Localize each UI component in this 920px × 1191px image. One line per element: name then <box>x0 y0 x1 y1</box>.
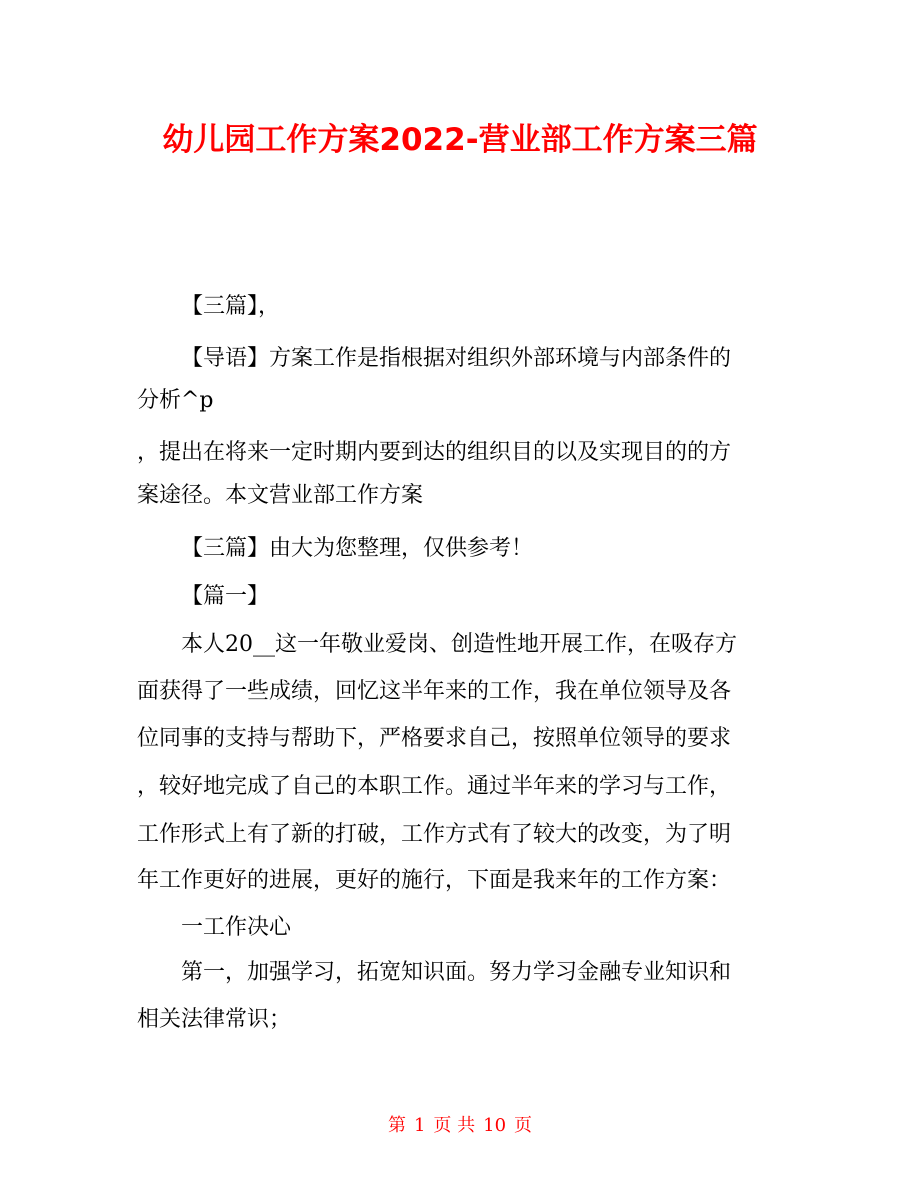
paragraph-line: 面获得了一些成绩，回忆这半年来的工作，我在单位领导及各 <box>137 679 732 704</box>
paragraph-line: 【篇一】 <box>181 584 270 609</box>
paragraph-line: 年工作更好的进展，更好的施行，下面是我来年的工作方案： <box>137 868 732 893</box>
footer-total-pages: 10 <box>483 1115 507 1136</box>
paragraph-line: 工作形式上有了新的打破，工作方式有了较大的改变，为了明 <box>137 822 732 847</box>
paragraph-line: 第一，加强学习，拓宽知识面。努力学习金融专业知识和 <box>181 960 732 985</box>
footer-page-number: 1 <box>413 1115 426 1136</box>
paragraph-line: 位同事的支持与帮助下，严格要求自己，按照单位领导的要求 <box>137 726 732 751</box>
document-title: 幼儿园工作方案2022-营业部工作方案三篇 <box>162 122 758 158</box>
footer-middle: 页 共 <box>433 1115 476 1136</box>
paragraph-line: ，较好地完成了自己的本职工作。通过半年来的学习与工作， <box>137 774 732 799</box>
footer-suffix: 页 <box>514 1115 533 1136</box>
paragraph-line: 相关法律常识； <box>137 1007 292 1032</box>
paragraph-line: ，提出在将来一定时期内要到达的组织目的以及实现目的的方 <box>137 440 732 465</box>
paragraph-line: 一工作决心 <box>181 915 292 940</box>
paragraph-line: 【三篇】， <box>181 294 281 319</box>
paragraph-line: 本人20__这一年敬业爱岗、创造性地开展工作，在吸存方 <box>181 632 737 657</box>
paragraph-line: 案途径。本文营业部工作方案 <box>137 483 424 508</box>
paragraph-line: 【导语】方案工作是指根据对组织外部环境与内部条件的 <box>181 346 732 371</box>
paragraph-line: 分析^p <box>137 388 214 413</box>
page-footer <box>0 1114 920 1138</box>
paragraph-line: 【三篇】由大为您整理，仅供参考！ <box>181 536 534 561</box>
footer-prefix: 第 <box>387 1115 406 1136</box>
